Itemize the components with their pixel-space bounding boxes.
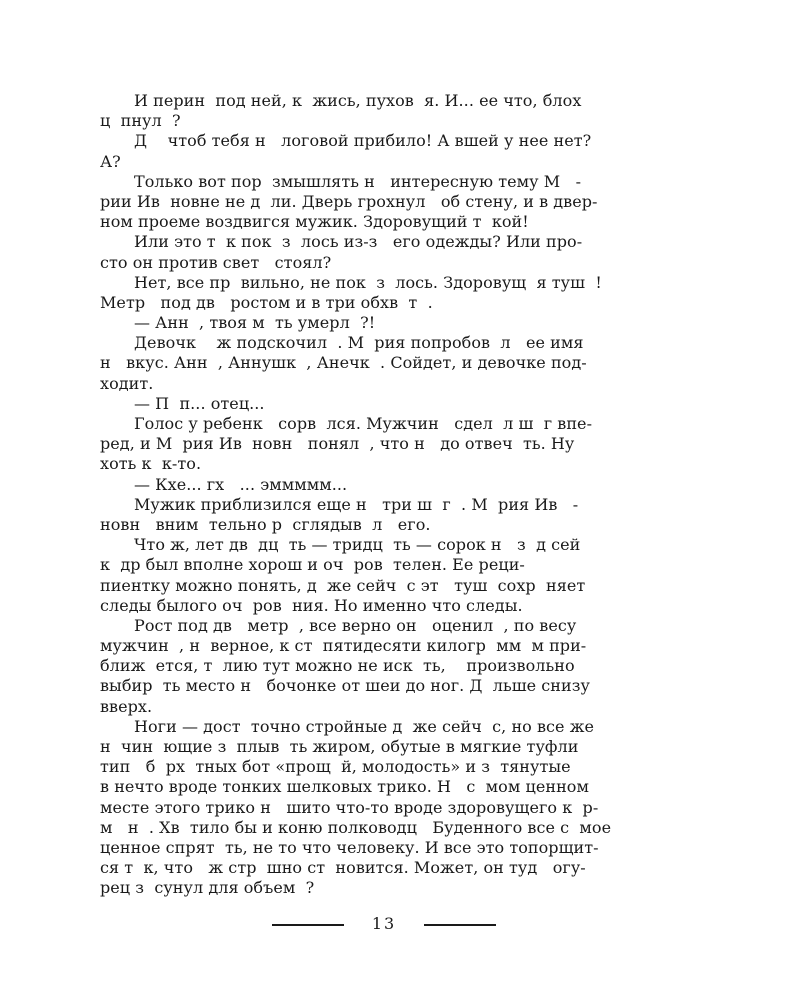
text-line: н вкус. Анн , Аннушк , Анечк . Сойдет, и девочке под- <box>100 353 587 373</box>
text-line: мужчин , н верное, к ст пятидесяти килогр мм м при- <box>100 636 587 656</box>
text-line: новн вним тельно р сглядыв л его. <box>100 514 431 534</box>
text-line: А? <box>100 151 121 171</box>
text-line: ценное спрят ть, не то что человеку. И все это топорщит- <box>100 837 599 857</box>
text-line: ходит. <box>100 373 154 393</box>
page-number: 13 <box>371 914 397 933</box>
text-line: сто он против свет стоял? <box>100 252 332 272</box>
text-line: И перин под ней, к жись, пухов я. И... ее что, блох <box>134 91 582 110</box>
text-line: Голос у ребенк сорв лся. Мужчин сдел л ш г впе- <box>134 414 593 433</box>
text-line: — Анн , твоя м ть умерл ?! <box>134 313 376 333</box>
text-line: ц пнул ? <box>100 111 181 131</box>
text-line: в нечто вроде тонких шелковых трико. Н с мом ценном <box>100 777 589 797</box>
text-line: ред, и М рия Ив новн понял , что н до отвеч ть. Ну <box>100 434 575 454</box>
text-line: — Кхе... гх ... эммммм... <box>134 474 348 494</box>
text-line: Только вот пор змышлять н интересную тему М - <box>134 171 582 191</box>
text-line: к др был вполне хорош и оч ров телен. Ее реци- <box>100 555 525 575</box>
text-line: пиентку можно понять, д же сейч с эт туш сохр няет <box>100 575 586 595</box>
text-line: рец з сунул для объем ? <box>100 878 315 898</box>
text-line: ся т к, что ж стр шно ст новится. Может, он туд огу- <box>100 858 586 878</box>
text-line: Что ж, лет дв дц ть — тридц ть — сорок н з д сей <box>134 535 581 555</box>
text-line: выбир ть место н бочонке от шеи до ног. Д льше снизу <box>100 676 590 696</box>
text-line: тип б рх тных бот «прощ й, молодость» и з тянутые <box>100 757 571 777</box>
body-text <box>100 91 668 899</box>
text-line: вверх. <box>100 696 153 716</box>
footer-rule-left <box>272 924 344 926</box>
text-line: Мужик приблизился еще н три ш г . М рия Ив - <box>134 494 579 514</box>
text-line: м н . Хв тило бы и коню полководц Буденного все с мое <box>100 817 612 837</box>
text-line: рии Ив новне не д ли. Дверь грохнул об стену, и в двер- <box>100 191 598 211</box>
text-line: Ноги — дост точно стройные д же сейч с, но все же <box>134 716 594 736</box>
text-line: Метр под дв ростом и в три обхв т . <box>100 292 433 312</box>
text-line: Рост под дв метр , все верно он оценил , по весу <box>134 615 577 635</box>
page-footer <box>0 912 800 936</box>
text-line: следы былого оч ров ния. Но именно что следы. <box>100 595 523 615</box>
text-line: — П п... отец... <box>134 393 265 413</box>
text-line: хоть к к-то. <box>100 454 202 474</box>
footer-rule-right <box>424 924 496 926</box>
text-line: Д чтоб тебя н логовой прибило! А вшей у нее нет? <box>134 131 592 151</box>
text-line: ближ ется, т лию тут можно не иск ть, произвольно <box>100 656 575 676</box>
text-line: месте этого трико н шито что-то вроде здоровущего к р- <box>100 797 599 817</box>
text-line: Девочк ж подскочил . М рия попробов л ее имя <box>134 333 584 353</box>
text-line: Нет, все пр вильно, не пок з лось. Здоровущ я туш ! <box>134 272 602 292</box>
text-line: ном проеме воздвигся мужик. Здоровущий т кой! <box>100 212 529 232</box>
text-line: Или это т к пок з лось из-з его одежды? Или про- <box>134 232 583 252</box>
text-line: н чин ющие з плыв ть жиром, обутые в мягкие туфли <box>100 737 579 756</box>
